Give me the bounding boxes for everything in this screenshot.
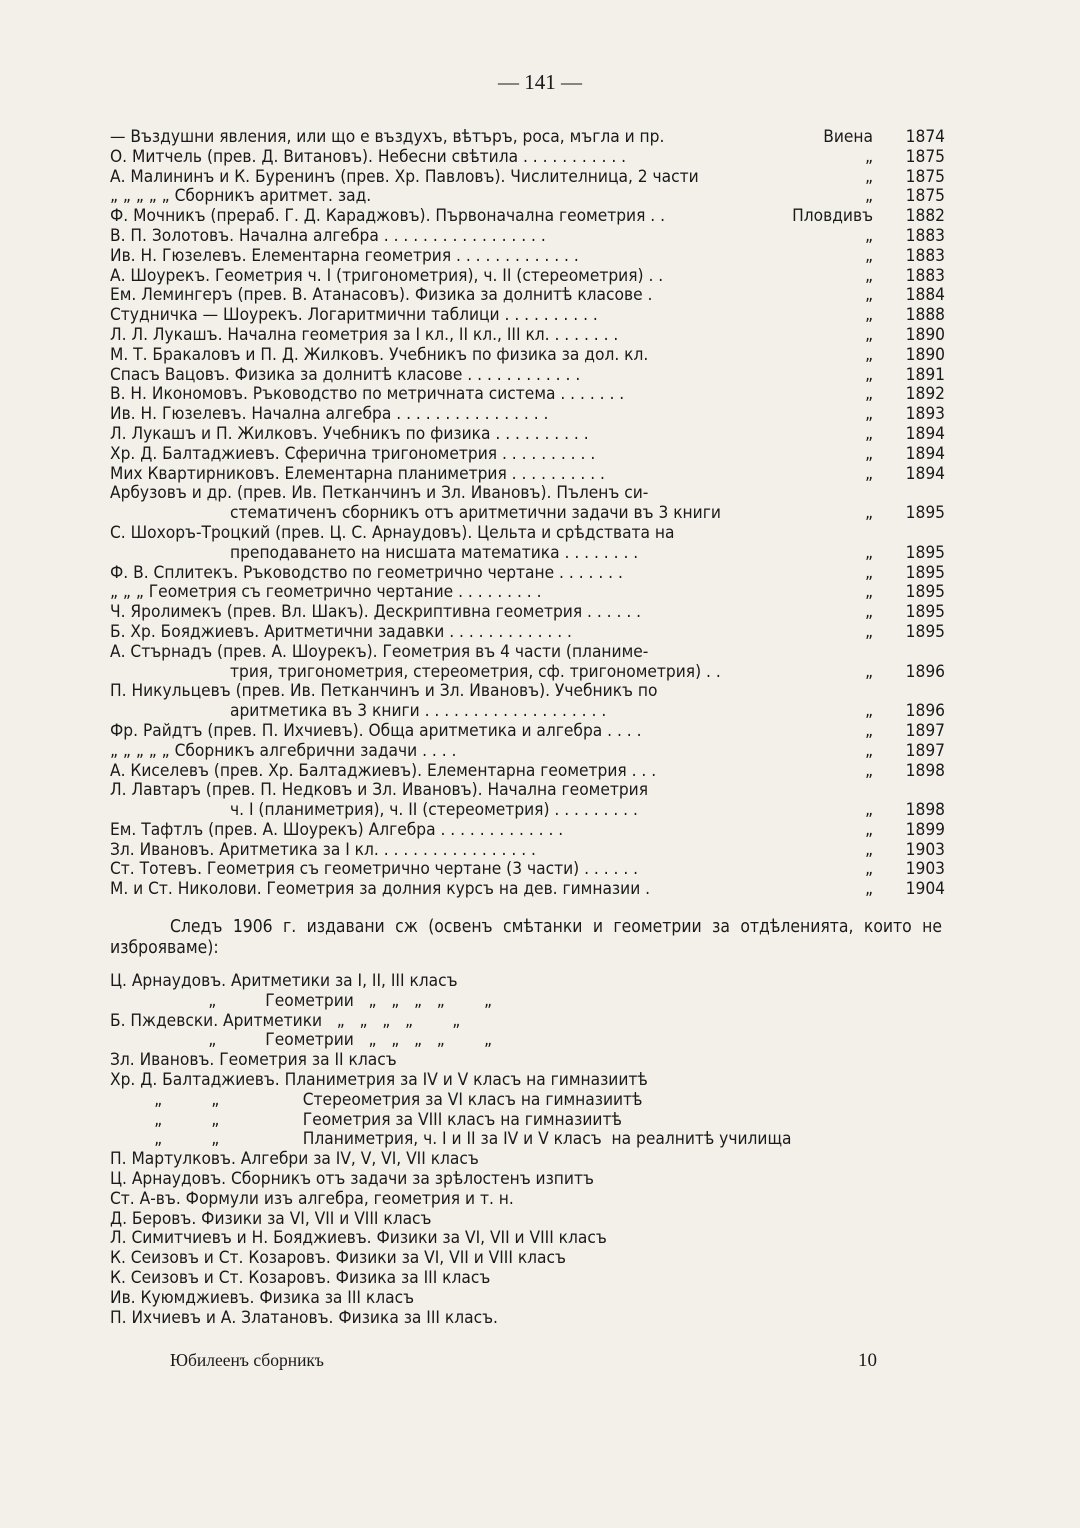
bibliography-entry [110,306,945,326]
entry-place: „ [864,839,873,860]
entry-year: 1895 [905,621,945,642]
entry-year: 1895 [905,562,945,583]
entry-year: 1875 [905,146,945,167]
later-list-item: Ив. Куюмджиевъ. Физика за III класъ [110,1287,415,1308]
entry-place: Виена [823,127,873,147]
entry-text: преподаването на нисшата математика . . . . . . . . [230,543,639,563]
entry-text: Ф. В. Сплитекъ. Ръководство по геометрично чертане . . . . . . . [110,563,623,583]
bibliography-list [110,128,945,900]
later-list-item: Ц. Арнаудовъ. Сборникъ отъ задачи за зрѣлостенъ изпитъ [110,1168,594,1189]
entry-text: Л. Лукашъ и П. Жилковъ. Учебникъ по физика . . . . . . . . . . [110,424,589,444]
entry-place: „ [864,344,873,365]
entry-place: „ [864,859,873,880]
page-number: — 141 — [498,70,582,94]
entry-text: „ „ „ „ „ Сборникъ аритмет. зад. [110,187,372,207]
entry-text: Ем. Лемингеръ (прев. В. Атанасовъ). Физика за долнитѣ класове . [110,286,653,306]
bibliography-entry [110,860,945,880]
entry-text: С. Шохоръ-Троцкий (прев. Ц. С. Арнаудовъ). Цельта и срѣдствата на [110,523,675,543]
entry-year: 1896 [905,661,945,682]
entry-place: Пловдивъ [792,206,873,227]
entry-text: Спасъ Вацовъ. Физика за долнитѣ класове . . . . . . . . . . . . [110,365,581,385]
entry-text: А. Малининъ и К. Буренинъ (прев. Хр. Павловъ). Числителница, 2 части [110,167,699,187]
entry-text: стематиченъ сборникъ отъ аритметични задачи въ 3 книги [230,504,721,524]
bibliography-entry [110,762,945,782]
entry-text: ч. I (планиметрия), ч. II (стереометрия) . . . . . . . . . [230,801,638,821]
bibliography-entry [110,445,945,465]
entry-place: „ [864,384,873,405]
entry-place: „ [864,305,873,326]
bibliography-entry [110,346,945,366]
later-publications-list [110,972,970,1328]
entry-text: Ч. Яролимекъ (прев. Вл. Шакъ). Дескриптивна геометрия . . . . . . [110,603,642,623]
entry-place: „ [864,740,873,761]
intro-paragraph: Следъ 1906 г. издавани сж (освенъ смѣтанки и геометрии за отдѣленията, които не изброяваме): [110,917,942,958]
entry-place: „ [864,701,873,722]
entry-place: „ [864,542,873,563]
bibliography-entry [110,544,945,564]
bibliography-entry [110,267,945,287]
entry-text: А. Шоурекъ. Геометрия ч. I (тригонометрия), ч. II (стереометрия) . . [110,266,664,286]
later-list-item: „ „ Планиметрия, ч. I и II за IV и V класъ на реалнитѣ училища [110,1129,792,1150]
entry-year: 1895 [905,542,945,563]
bibliography-entry [110,583,945,603]
bibliography-entry [110,465,945,485]
entry-text: В. Н. Икономовъ. Ръководство по метричната система . . . . . . . [110,385,625,405]
entry-text: Хр. Д. Балтаджиевъ. Сферична тригонометрия . . . . . . . . . . [110,444,596,464]
entry-year: 1903 [905,839,945,860]
entry-text: П. Никульцевъ (прев. Ив. Петканчинъ и Зл. Ивановъ). Учебникъ по [110,682,658,702]
bibliography-entry [110,801,945,821]
entry-place: „ [864,245,873,266]
bibliography-entry [110,623,945,643]
entry-text: О. Митчель (прев. Д. Витановъ). Небесни свѣтила . . . . . . . . . . . [110,147,627,167]
bibliography-entry [110,504,945,524]
entry-place: „ [864,324,873,345]
entry-year: 1903 [905,859,945,880]
entry-place: „ [864,621,873,642]
bibliography-entry [110,781,945,801]
entry-place: „ [864,364,873,385]
entry-place: „ [864,186,873,207]
later-list-item: Зл. Ивановъ. Геометрия за II класъ [110,1050,397,1071]
entry-place: „ [864,285,873,306]
entry-text: Б. Хр. Бояджиевъ. Аритметични задавки . . . . . . . . . . . . . [110,622,572,642]
entry-place: „ [864,760,873,781]
entry-year: 1891 [905,364,945,385]
entry-year: 1875 [905,166,945,187]
entry-text: Арбузовъ и др. (прев. Ив. Петканчинъ и Зл. Ивановъ). Пъленъ си- [110,484,649,504]
entry-place: „ [864,800,873,821]
entry-year: 1894 [905,423,945,444]
bibliography-entry [110,524,945,544]
later-list-item: „ Геометрии „ „ „ „ „ [110,990,493,1011]
entry-place: „ [864,562,873,583]
bibliography-entry [110,385,945,405]
later-list-item: Ст. А-въ. Формули изъ алгебра, геометрия и т. н. [110,1188,514,1209]
bibliography-entry [110,128,945,148]
entry-place: „ [864,146,873,167]
entry-year: 1898 [905,800,945,821]
bibliography-entry [110,168,945,188]
bibliography-entry [110,247,945,267]
entry-text: аритметика въ 3 книги . . . . . . . . . . . . . . . . . . . [230,702,607,722]
entry-place: „ [864,423,873,444]
entry-place: „ [864,404,873,425]
entry-text: Мих Квартирниковъ. Елементарна планиметрия . . . . . . . . . . [110,464,605,484]
entry-text: Зл. Ивановъ. Аритметика за I кл. . . . . . . . . . . . . . . . . [110,840,536,860]
later-list-item: Б. Пждевски. Аритметики „ „ „ „ „ [110,1010,461,1031]
bibliography-entry [110,682,945,702]
entry-year: 1897 [905,720,945,741]
bibliography-entry [110,821,945,841]
entry-text: Ф. Мочникъ (прераб. Г. Д. Караджовъ). Първоначална геометрия . . [110,207,666,227]
bibliography-entry [110,366,945,386]
entry-place: „ [864,166,873,187]
footer-title: Юбилеенъ сборникъ [170,1350,324,1370]
entry-year: 1895 [905,582,945,603]
entry-text: трия, тригонометрия, стереометрия, сф. тригонометрия) . . [230,662,721,682]
later-list-item: „ „ Геометрия за VIII класъ на гимназиитѣ [110,1109,622,1130]
later-list-item: „ Геометрии „ „ „ „ „ [110,1030,493,1051]
entry-text: Л. Лавтаръ (прев. П. Недковъ и Зл. Ивановъ). Начална геометрия [110,781,649,801]
entry-place: „ [864,463,873,484]
later-list-item: К. Сеизовъ и Ст. Козаровъ. Физика за III класъ [110,1267,491,1288]
bibliography-entry [110,841,945,861]
entry-text: — Въздушни явления, или що е въздухъ, вѣтъръ, роса, мъгла и пр. [110,128,665,147]
entry-place: „ [864,602,873,623]
entry-year: 1882 [905,206,945,227]
entry-year: 1894 [905,443,945,464]
later-list-item: Л. Симитчиевъ и Н. Бояджиевъ. Физики за VI, VII и VIII класъ [110,1228,607,1249]
entry-year: 1890 [905,344,945,365]
bibliography-entry [110,663,945,683]
later-list-item: К. Сеизовъ и Ст. Козаровъ. Физики за VI, VII и VIII класъ [110,1248,566,1269]
bibliography-entry [110,603,945,623]
entry-year: 1890 [905,324,945,345]
bibliography-entry [110,187,945,207]
bibliography-entry [110,425,945,445]
bibliography-entry [110,643,945,663]
entry-text: „ „ „ Геометрия съ геометрично чертание . . . . . . . . . [110,583,542,603]
entry-year: 1895 [905,503,945,524]
later-list-item: Хр. Д. Балтаджиевъ. Планиметрия за IV и V класъ на гимназиитѣ [110,1069,648,1090]
entry-text: А. Стърнадъ (прев. А. Шоурекъ). Геометрия въ 4 части (планиме- [110,642,649,662]
entry-year: 1874 [905,127,945,147]
entry-year: 1875 [905,186,945,207]
entry-year: 1899 [905,819,945,840]
entry-text: М. Т. Бракаловъ и П. Д. Жилковъ. Учебникъ по физика за дол. кл. [110,345,649,365]
entry-text: Л. Л. Лукашъ. Начална геометрия за I кл., II кл., III кл. . . . . . . . [110,325,619,345]
bibliography-entry [110,702,945,722]
bibliography-entry [110,207,945,227]
later-list-item: Ц. Арнаудовъ. Аритметики за I, II, III класъ [110,971,458,991]
entry-place: „ [864,879,873,900]
signature-mark: 10 [858,1350,877,1371]
entry-year: 1894 [905,463,945,484]
entry-place: „ [864,582,873,603]
entry-place: „ [864,661,873,682]
entry-text: Ив. Н. Гюзелевъ. Начална алгебра . . . . . . . . . . . . . . . . [110,405,549,425]
entry-place: „ [864,819,873,840]
entry-year: 1884 [905,285,945,306]
entry-year: 1892 [905,384,945,405]
entry-year: 1897 [905,740,945,761]
later-list-item: П. Ихчиевъ и А. Златановъ. Физика за III класъ. [110,1307,498,1328]
entry-text: А. Киселевъ (прев. Хр. Балтаджиевъ). Елементарна геометрия . . . [110,761,657,781]
entry-year: 1898 [905,760,945,781]
entry-text: Фр. Райдтъ (прев. П. Ихчиевъ). Обща аритметика и алгебра . . . . [110,721,642,741]
entry-text: Ст. Тотевъ. Геометрия съ геометрично чертане (3 части) . . . . . . [110,860,639,880]
bibliography-entry [110,227,945,247]
entry-text: М. и Ст. Николови. Геометрия за долния курсъ на дев. гимназии . [110,880,651,900]
entry-place: „ [864,443,873,464]
entry-year: 1893 [905,404,945,425]
entry-text: Студничка — Шоурекъ. Логаритмични таблици . . . . . . . . . . [110,306,598,326]
bibliography-entry [110,742,945,762]
later-list-item: П. Мартулковъ. Алгебри за IV, V, VI, VII класъ [110,1149,479,1170]
entry-year: 1888 [905,305,945,326]
entry-text: Ив. Н. Гюзелевъ. Елементарна геометрия . . . . . . . . . . . . . [110,246,579,266]
bibliography-entry [110,722,945,742]
bibliography-entry [110,564,945,584]
entry-text: В. П. Золотовъ. Начална алгебра . . . . . . . . . . . . . . . . . [110,226,546,246]
entry-place: „ [864,720,873,741]
entry-year: 1904 [905,879,945,900]
bibliography-entry [110,405,945,425]
entry-place: „ [864,225,873,246]
later-list-item: Д. Беровъ. Физики за VI, VII и VIII класъ [110,1208,432,1229]
bibliography-entry [110,148,945,168]
entry-place: „ [864,503,873,524]
entry-year: 1895 [905,602,945,623]
entry-year: 1896 [905,701,945,722]
entry-text: Ем. Тафтлъ (прев. А. Шоурекъ) Алгебра . . . . . . . . . . . . . [110,820,564,840]
later-list-item: „ „ Стереометрия за VI класъ на гимназиитѣ [110,1089,643,1110]
entry-year: 1883 [905,225,945,246]
bibliography-entry [110,326,945,346]
entry-text: „ „ „ „ „ Сборникъ алгебрични задачи . . . . [110,741,457,761]
entry-place: „ [864,265,873,286]
entry-year: 1883 [905,265,945,286]
bibliography-entry [110,286,945,306]
entry-year: 1883 [905,245,945,266]
bibliography-entry [110,484,945,504]
bibliography-entry [110,880,945,900]
